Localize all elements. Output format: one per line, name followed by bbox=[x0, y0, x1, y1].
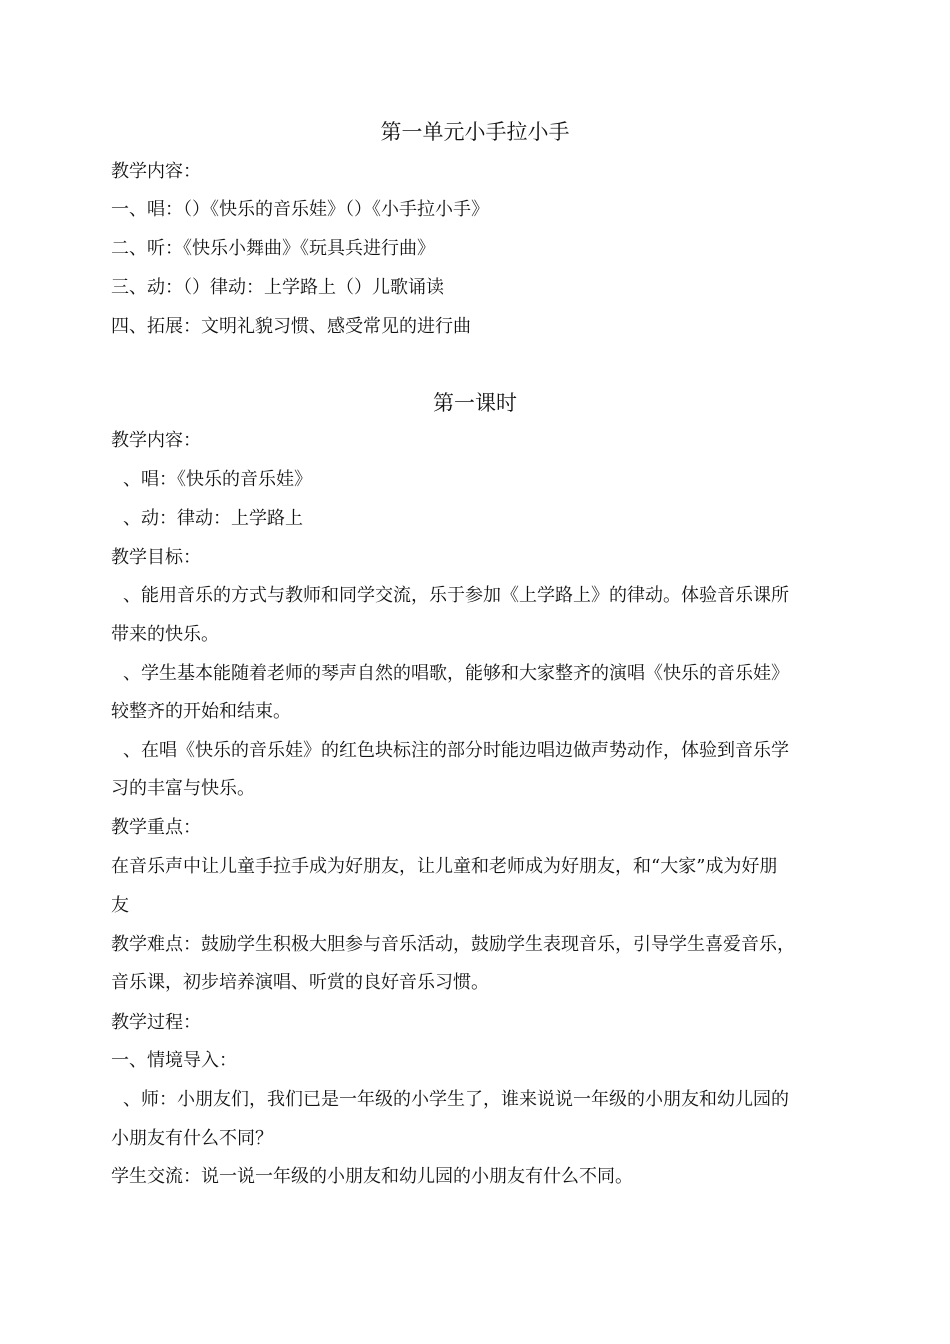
student-line: 学生交流：说一说一年级的小朋友和幼儿园的小朋友有什么不同。 bbox=[111, 1166, 633, 1187]
goal-line: 、学生基本能随着老师的琴声自然的唱歌，能够和大家整齐的演唱《快乐的音乐娃》 bbox=[123, 663, 789, 684]
unit-item: 四、拓展：文明礼貌习惯、感受常见的进行曲 bbox=[111, 316, 471, 337]
lesson-title: 第一课时 bbox=[433, 391, 517, 415]
goal-line: 、能用音乐的方式与教师和同学交流，乐于参加《上学路上》的律动。体验音乐课所 bbox=[123, 585, 789, 606]
teacher-line: 、师：小朋友们，我们已是一年级的小学生了，谁来说说一年级的小朋友和幼儿园的 bbox=[123, 1089, 789, 1110]
difficulty-line: 音乐课，初步培养演唱、听赏的良好音乐习惯。 bbox=[111, 972, 489, 993]
goal-line: 较整齐的开始和结束。 bbox=[111, 701, 291, 722]
unit-item: 三、动：（）律动：上学路上（）儿歌诵读 bbox=[111, 277, 444, 298]
lesson-item: 、唱：《快乐的音乐娃》 bbox=[123, 469, 312, 490]
unit-item: 一、唱：（）《快乐的音乐娃》（）《小手拉小手》 bbox=[111, 199, 489, 220]
key-line: 在音乐声中让儿童手拉手成为好朋友，让儿童和老师成为好朋友，和“大家”成为好朋 bbox=[111, 856, 778, 877]
lesson-item: 、动：律动：上学路上 bbox=[123, 508, 303, 529]
goals-heading: 教学目标： bbox=[111, 547, 201, 568]
unit-item: 二、听：《快乐小舞曲》《玩具兵进行曲》 bbox=[111, 238, 435, 259]
key-line: 友 bbox=[111, 895, 129, 916]
goal-line: 带来的快乐。 bbox=[111, 624, 219, 645]
teacher-line: 小朋友有什么不同？ bbox=[111, 1128, 273, 1149]
goal-line: 、在唱《快乐的音乐娃》的红色块标注的部分时能边唱边做声势动作，体验到音乐学 bbox=[123, 740, 789, 761]
key-heading: 教学重点： bbox=[111, 817, 201, 838]
goal-line: 习的丰富与快乐。 bbox=[111, 778, 255, 799]
unit-content-heading: 教学内容： bbox=[111, 161, 201, 182]
process-section: 一、情境导入： bbox=[111, 1050, 237, 1071]
lesson-content-heading: 教学内容： bbox=[111, 430, 201, 451]
difficulty-line: 教学难点：鼓励学生积极大胆参与音乐活动，鼓励学生表现音乐，引导学生喜爱音乐， bbox=[111, 934, 795, 955]
unit-title: 第一单元小手拉小手 bbox=[380, 120, 570, 144]
process-heading: 教学过程： bbox=[111, 1012, 201, 1033]
